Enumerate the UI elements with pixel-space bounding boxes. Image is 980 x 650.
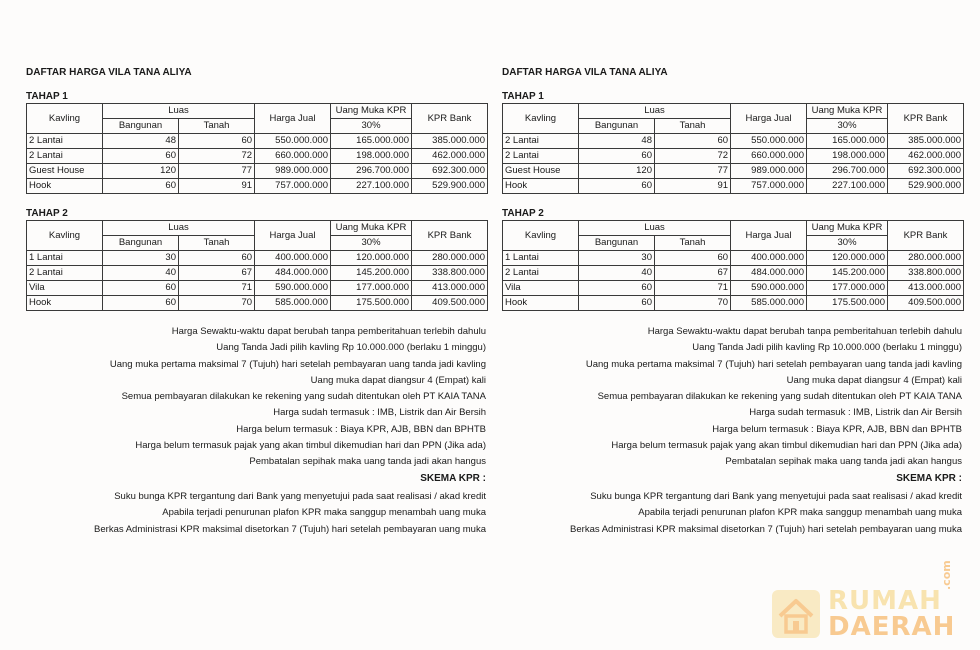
cell-uang-muka: 227.100.000 — [331, 179, 412, 194]
table-row — [27, 296, 488, 311]
cell-tanah: 67 — [179, 266, 255, 281]
header-harga-jual: Harga Jual — [255, 104, 331, 134]
header-tanah: Tanah — [655, 236, 731, 251]
tahap-1-body — [503, 134, 964, 194]
cell-harga-jual: 400.000.000 — [255, 251, 331, 266]
cell-kpr-bank: 462.000.000 — [412, 149, 488, 164]
header-uang-muka: Uang Muka KPR — [807, 104, 888, 119]
cell-kpr-bank: 413.000.000 — [412, 281, 488, 296]
cell-bangunan: 60 — [103, 149, 179, 164]
note-line: Uang Tanda Jadi pilih kavling Rp 10.000.000 (berlaku 1 minggu) — [692, 342, 962, 354]
cell-harga-jual: 585.000.000 — [731, 296, 807, 311]
header-kavling: Kavling — [27, 104, 103, 134]
cell-harga-jual: 484.000.000 — [255, 266, 331, 281]
tahap-2-label: TAHAP 2 — [502, 208, 544, 219]
cell-kavling: Hook — [27, 179, 103, 194]
table-row — [503, 281, 964, 296]
table-row — [27, 134, 488, 149]
header-bangunan: Bangunan — [103, 119, 179, 134]
header-luas: Luas — [103, 104, 255, 119]
tahap-2-table — [502, 220, 964, 311]
cell-kavling: Hook — [503, 179, 579, 194]
header-tanah: Tanah — [179, 236, 255, 251]
cell-harga-jual: 757.000.000 — [731, 179, 807, 194]
note-line: Harga Sewaktu-waktu dapat berubah tanpa pemberitahuan terlebih dahulu — [647, 326, 962, 337]
header-luas: Luas — [579, 221, 731, 236]
cell-tanah: 91 — [179, 179, 255, 194]
header-uang-muka-percent: 30% — [331, 236, 412, 251]
header-tanah: Tanah — [179, 119, 255, 134]
cell-kavling: Guest House — [503, 164, 579, 179]
cell-bangunan: 60 — [579, 281, 655, 296]
rumahdaerah-watermark — [770, 560, 970, 644]
header-kpr-bank: KPR Bank — [888, 104, 964, 134]
cell-tanah: 77 — [179, 164, 255, 179]
cell-harga-jual: 757.000.000 — [255, 179, 331, 194]
cell-kpr-bank: 280.000.000 — [412, 251, 488, 266]
header-bangunan: Bangunan — [579, 119, 655, 134]
header-uang-muka-percent: 30% — [807, 119, 888, 134]
cell-harga-jual: 660.000.000 — [731, 149, 807, 164]
cell-bangunan: 30 — [579, 251, 655, 266]
cell-harga-jual: 590.000.000 — [255, 281, 331, 296]
cell-bangunan: 40 — [579, 266, 655, 281]
cell-kavling: Vila — [503, 281, 579, 296]
cell-kpr-bank: 409.500.000 — [412, 296, 488, 311]
header-kpr-bank: KPR Bank — [412, 104, 488, 134]
header-tanah: Tanah — [655, 119, 731, 134]
table-row — [27, 179, 488, 194]
table-row — [27, 164, 488, 179]
cell-uang-muka: 145.200.000 — [807, 266, 888, 281]
cell-uang-muka: 227.100.000 — [807, 179, 888, 194]
cell-kpr-bank: 338.800.000 — [888, 266, 964, 281]
cell-kavling: Guest House — [27, 164, 103, 179]
cell-tanah: 71 — [655, 281, 731, 296]
cell-bangunan: 60 — [103, 281, 179, 296]
table-row — [503, 179, 964, 194]
cell-kpr-bank: 338.800.000 — [412, 266, 488, 281]
table-row — [27, 266, 488, 281]
cell-harga-jual: 989.000.000 — [255, 164, 331, 179]
header-uang-muka: Uang Muka KPR — [331, 104, 412, 119]
cell-harga-jual: 550.000.000 — [255, 134, 331, 149]
table-row — [503, 266, 964, 281]
cell-uang-muka: 175.500.000 — [331, 296, 412, 311]
table-row — [503, 164, 964, 179]
table-row — [27, 149, 488, 164]
house-icon — [770, 588, 822, 640]
note-line: Harga sudah termasuk : IMB, Listrik dan Air Bersih — [273, 407, 486, 419]
table-row — [503, 251, 964, 266]
cell-kpr-bank: 413.000.000 — [888, 281, 964, 296]
note-line: Harga Sewaktu-waktu dapat berubah tanpa pemberitahuan terlebih dahulu — [171, 326, 486, 337]
watermark-line-1: RUMAH — [828, 586, 942, 616]
header-uang-muka: Uang Muka KPR — [331, 221, 412, 236]
notes-list — [110, 324, 486, 471]
header-luas: Luas — [579, 104, 731, 119]
document-title: DAFTAR HARGA VILA TANA ALIYA — [502, 67, 668, 78]
tahap-1-body — [27, 134, 488, 194]
note-line: Harga belum termasuk pajak yang akan timbul dikemudian hari dan PPN (Jika ada) — [135, 440, 486, 452]
note-line: Harga sudah termasuk : IMB, Listrik dan Air Bersih — [749, 407, 962, 419]
note-line: Harga belum termasuk : Biaya KPR, AJB, BBN dan BPHTB — [712, 423, 962, 435]
cell-tanah: 60 — [655, 134, 731, 149]
cell-bangunan: 120 — [103, 164, 179, 179]
notes-list — [586, 324, 962, 471]
cell-harga-jual: 400.000.000 — [731, 251, 807, 266]
note-line: Uang Tanda Jadi pilih kavling Rp 10.000.000 (berlaku 1 minggu) — [216, 342, 486, 354]
cell-tanah: 60 — [655, 251, 731, 266]
tahap-1-table — [502, 103, 964, 194]
cell-uang-muka: 198.000.000 — [331, 149, 412, 164]
table-row — [503, 296, 964, 311]
table-row — [503, 134, 964, 149]
cell-harga-jual: 550.000.000 — [731, 134, 807, 149]
cell-uang-muka: 120.000.000 — [807, 251, 888, 266]
cell-bangunan: 120 — [579, 164, 655, 179]
cell-tanah: 72 — [179, 149, 255, 164]
tahap-2-table — [26, 220, 488, 311]
cell-harga-jual: 660.000.000 — [255, 149, 331, 164]
skema-line: Berkas Administrasi KPR maksimal disetorkan 7 (Tujuh) hari setelah pembayaran uang muka — [94, 523, 486, 535]
tahap-2-body — [503, 251, 964, 311]
table-row — [503, 149, 964, 164]
header-uang-muka-percent: 30% — [331, 119, 412, 134]
document-title: DAFTAR HARGA VILA TANA ALIYA — [26, 67, 192, 78]
cell-kavling: 1 Lantai — [27, 251, 103, 266]
header-kavling: Kavling — [503, 221, 579, 251]
cell-bangunan: 60 — [579, 296, 655, 311]
header-uang-muka: Uang Muka KPR — [807, 221, 888, 236]
skema-kpr-title: SKEMA KPR : — [896, 473, 962, 484]
cell-uang-muka: 177.000.000 — [331, 281, 412, 296]
cell-uang-muka: 120.000.000 — [331, 251, 412, 266]
cell-bangunan: 40 — [103, 266, 179, 281]
skema-line: Berkas Administrasi KPR maksimal disetorkan 7 (Tujuh) hari setelah pembayaran uang muka — [570, 523, 962, 535]
note-line: Uang muka dapat diangsur 4 (Empat) kali — [786, 374, 962, 386]
cell-kavling: 2 Lantai — [503, 149, 579, 164]
tahap-1-label: TAHAP 1 — [26, 91, 68, 102]
cell-bangunan: 48 — [579, 134, 655, 149]
note-line: Pembatalan sepihak maka uang tanda jadi akan hangus — [725, 456, 962, 468]
cell-uang-muka: 175.500.000 — [807, 296, 888, 311]
cell-kavling: Vila — [27, 281, 103, 296]
skema-kpr-title: SKEMA KPR : — [420, 473, 486, 484]
header-luas: Luas — [103, 221, 255, 236]
note-line: Uang muka dapat diangsur 4 (Empat) kali — [310, 374, 486, 386]
cell-harga-jual: 484.000.000 — [731, 266, 807, 281]
cell-uang-muka: 165.000.000 — [331, 134, 412, 149]
cell-kpr-bank: 529.900.000 — [888, 179, 964, 194]
header-harga-jual: Harga Jual — [255, 221, 331, 251]
cell-bangunan: 60 — [579, 149, 655, 164]
header-kpr-bank: KPR Bank — [888, 221, 964, 251]
tahap-1-table — [26, 103, 488, 194]
cell-kavling: Hook — [503, 296, 579, 311]
cell-kavling: 2 Lantai — [27, 134, 103, 149]
cell-harga-jual: 989.000.000 — [731, 164, 807, 179]
cell-harga-jual: 585.000.000 — [255, 296, 331, 311]
header-kavling: Kavling — [27, 221, 103, 251]
cell-kavling: 2 Lantai — [503, 134, 579, 149]
cell-kpr-bank: 280.000.000 — [888, 251, 964, 266]
cell-tanah: 60 — [179, 251, 255, 266]
cell-uang-muka: 296.700.000 — [807, 164, 888, 179]
skema-kpr-list — [570, 489, 962, 538]
cell-tanah: 71 — [179, 281, 255, 296]
skema-kpr-list — [94, 489, 486, 538]
cell-kpr-bank: 385.000.000 — [888, 134, 964, 149]
cell-bangunan: 48 — [103, 134, 179, 149]
note-line: Pembatalan sepihak maka uang tanda jadi akan hangus — [249, 456, 486, 468]
cell-kavling: 2 Lantai — [503, 266, 579, 281]
cell-bangunan: 60 — [103, 179, 179, 194]
tahap-2-label: TAHAP 2 — [26, 208, 68, 219]
cell-tanah: 72 — [655, 149, 731, 164]
cell-uang-muka: 198.000.000 — [807, 149, 888, 164]
skema-line: Suku bunga KPR tergantung dari Bank yang menyetujui pada saat realisasi / akad kredit — [114, 491, 486, 502]
cell-tanah: 70 — [655, 296, 731, 311]
skema-line: Apabila terjadi penurunan plafon KPR maka sanggup menambah uang muka — [162, 507, 486, 519]
cell-kpr-bank: 385.000.000 — [412, 134, 488, 149]
cell-uang-muka: 296.700.000 — [331, 164, 412, 179]
cell-kpr-bank: 692.300.000 — [412, 164, 488, 179]
note-line: Uang muka pertama maksimal 7 (Tujuh) hari setelah pembayaran uang tanda jadi kavling — [109, 358, 486, 370]
header-bangunan: Bangunan — [579, 236, 655, 251]
cell-harga-jual: 590.000.000 — [731, 281, 807, 296]
cell-kavling: 2 Lantai — [27, 149, 103, 164]
header-kpr-bank: KPR Bank — [412, 221, 488, 251]
cell-bangunan: 60 — [103, 296, 179, 311]
watermark-line-2: DAERAH — [828, 612, 956, 642]
cell-kpr-bank: 529.900.000 — [412, 179, 488, 194]
cell-kavling: Hook — [27, 296, 103, 311]
skema-line: Apabila terjadi penurunan plafon KPR maka sanggup menambah uang muka — [638, 507, 962, 519]
watermark-suffix: .com — [940, 560, 953, 590]
table-row — [27, 281, 488, 296]
tahap-1-label: TAHAP 1 — [502, 91, 544, 102]
header-kavling: Kavling — [503, 104, 579, 134]
table-row — [27, 251, 488, 266]
header-uang-muka-percent: 30% — [807, 236, 888, 251]
cell-tanah: 60 — [179, 134, 255, 149]
skema-line: Suku bunga KPR tergantung dari Bank yang menyetujui pada saat realisasi / akad kredit — [590, 491, 962, 502]
cell-tanah: 67 — [655, 266, 731, 281]
cell-uang-muka: 177.000.000 — [807, 281, 888, 296]
cell-tanah: 77 — [655, 164, 731, 179]
note-line: Semua pembayaran dilakukan ke rekening yang sudah ditentukan oleh PT KAIA TANA — [597, 391, 962, 403]
cell-bangunan: 30 — [103, 251, 179, 266]
cell-kpr-bank: 409.500.000 — [888, 296, 964, 311]
cell-kavling: 2 Lantai — [27, 266, 103, 281]
cell-bangunan: 60 — [579, 179, 655, 194]
cell-kavling: 1 Lantai — [503, 251, 579, 266]
note-line: Harga belum termasuk pajak yang akan timbul dikemudian hari dan PPN (Jika ada) — [611, 440, 962, 452]
note-line: Semua pembayaran dilakukan ke rekening yang sudah ditentukan oleh PT KAIA TANA — [121, 391, 486, 403]
note-line: Harga belum termasuk : Biaya KPR, AJB, BBN dan BPHTB — [236, 423, 486, 435]
header-harga-jual: Harga Jual — [731, 104, 807, 134]
tahap-2-body — [27, 251, 488, 311]
header-harga-jual: Harga Jual — [731, 221, 807, 251]
cell-kpr-bank: 462.000.000 — [888, 149, 964, 164]
cell-uang-muka: 145.200.000 — [331, 266, 412, 281]
cell-uang-muka: 165.000.000 — [807, 134, 888, 149]
cell-tanah: 70 — [179, 296, 255, 311]
cell-kpr-bank: 692.300.000 — [888, 164, 964, 179]
header-bangunan: Bangunan — [103, 236, 179, 251]
cell-tanah: 91 — [655, 179, 731, 194]
note-line: Uang muka pertama maksimal 7 (Tujuh) hari setelah pembayaran uang tanda jadi kavling — [585, 358, 962, 370]
